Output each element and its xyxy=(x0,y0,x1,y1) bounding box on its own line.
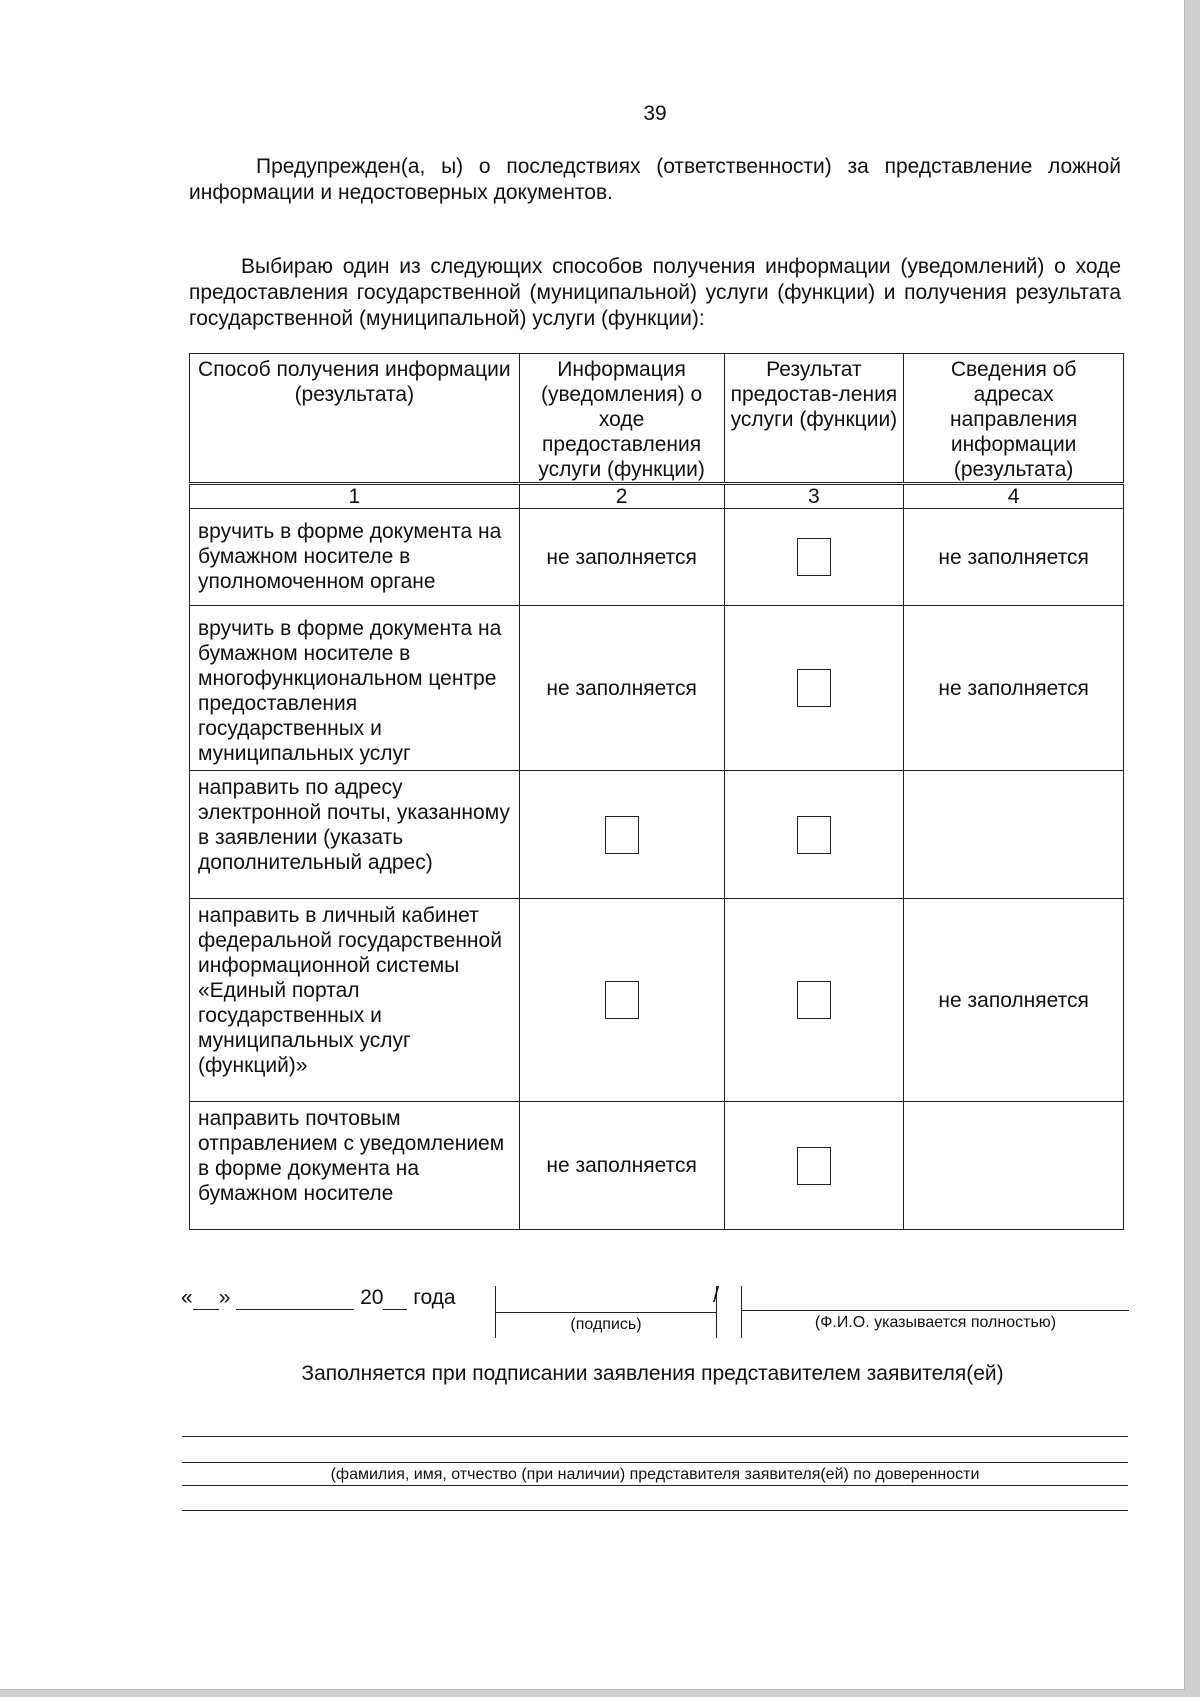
signature-caption: (подпись) xyxy=(570,1316,642,1333)
year-prefix: 20 xyxy=(360,1286,384,1309)
header-addresses: Сведения об адресах направления информации (результата) xyxy=(904,354,1124,484)
warning-text: Предупрежден(а, ы) о последствиях (ответственности) за представление ложной информации и недостоверных документов. xyxy=(189,155,1121,204)
checkbox[interactable] xyxy=(797,669,831,707)
table-row xyxy=(190,606,1124,771)
year-field[interactable] xyxy=(383,1287,407,1310)
year-suffix: года xyxy=(413,1286,456,1309)
info-cell xyxy=(519,771,724,899)
header-result: Результат предостав-ления услуги (функции) xyxy=(724,354,904,484)
info-cell xyxy=(519,899,724,1102)
result-cell xyxy=(724,509,904,606)
method-cell: вручить в форме документа на бумажном носителе в многофункциональном центре предоставления государственных и муниципальных услуг xyxy=(190,606,520,771)
address-cell xyxy=(904,771,1124,899)
not-filled-cell: не заполняется xyxy=(904,606,1124,771)
column-number: 2 xyxy=(519,484,724,509)
fio-field[interactable] xyxy=(741,1286,1129,1338)
column-number: 4 xyxy=(904,484,1124,509)
method-cell: направить в личный кабинет федеральной государственной информационной системы «Единый портал государственных и муниципальных услуг (функций)» xyxy=(190,899,520,1102)
month-field[interactable] xyxy=(236,1287,354,1310)
header-method: Способ получения информации (результата) xyxy=(190,354,520,484)
date-line xyxy=(181,1286,456,1310)
checkbox[interactable] xyxy=(797,981,831,1019)
not-filled-cell: не заполняется xyxy=(519,606,724,771)
table-row xyxy=(190,899,1124,1102)
result-cell xyxy=(724,606,904,771)
representative-line[interactable] xyxy=(182,1436,1128,1437)
checkbox[interactable] xyxy=(605,981,639,1019)
method-cell: направить почтовым отправлением с уведомлением в форме документа на бумажном носителе xyxy=(190,1102,520,1230)
address-cell xyxy=(904,1102,1124,1230)
result-cell xyxy=(724,899,904,1102)
table-row xyxy=(190,509,1124,606)
quote-open: « xyxy=(181,1286,193,1309)
fio-caption: (Ф.И.О. указывается полностью) xyxy=(814,1314,1057,1331)
warning-paragraph xyxy=(189,154,1121,206)
representative-caption: (фамилия, имя, отчество (при наличии) представителя заявителя(ей) по доверенности xyxy=(330,1466,980,1483)
checkbox[interactable] xyxy=(797,538,831,576)
quote-close: » xyxy=(218,1286,231,1309)
result-cell xyxy=(724,771,904,899)
checkbox[interactable] xyxy=(605,816,639,854)
method-cell: вручить в форме документа на бумажном носителе в уполномоченном органе xyxy=(190,509,520,606)
representative-title: Заполняется при подписании заявления представителем заявителя(ей) xyxy=(301,1362,1004,1385)
table-header-row xyxy=(190,354,1124,484)
table-row xyxy=(190,1102,1124,1230)
representative-line[interactable] xyxy=(182,1462,1128,1463)
choose-text: Выбираю один из следующих способов получения информации (уведомлений) о ходе предоставления государственной (муниципальной) услуги (функции) и получения результата государственной (муниципальной) услуги (функции): xyxy=(189,255,1121,330)
column-number: 1 xyxy=(190,484,520,509)
day-field[interactable] xyxy=(193,1287,219,1310)
checkbox[interactable] xyxy=(797,1147,831,1185)
checkbox[interactable] xyxy=(797,816,831,854)
delivery-method-table xyxy=(189,353,1124,1230)
representative-line[interactable] xyxy=(182,1485,1128,1486)
page-number: 39 xyxy=(643,102,667,125)
choose-paragraph xyxy=(189,254,1121,332)
table-row xyxy=(190,771,1124,899)
column-number-row xyxy=(190,484,1124,509)
not-filled-cell: не заполняется xyxy=(519,509,724,606)
not-filled-cell: не заполняется xyxy=(519,1102,724,1230)
not-filled-cell: не заполняется xyxy=(904,899,1124,1102)
header-info: Информация (уведомления) о ходе предоставления услуги (функции) xyxy=(519,354,724,484)
column-number: 3 xyxy=(724,484,904,509)
method-cell: направить по адресу электронной почты, указанному в заявлении (указать дополнительный адрес) xyxy=(190,771,520,899)
signature-field[interactable] xyxy=(495,1286,717,1338)
separator-slash: / xyxy=(713,1282,720,1307)
representative-line[interactable] xyxy=(182,1510,1128,1511)
not-filled-cell: не заполняется xyxy=(904,509,1124,606)
result-cell xyxy=(724,1102,904,1230)
